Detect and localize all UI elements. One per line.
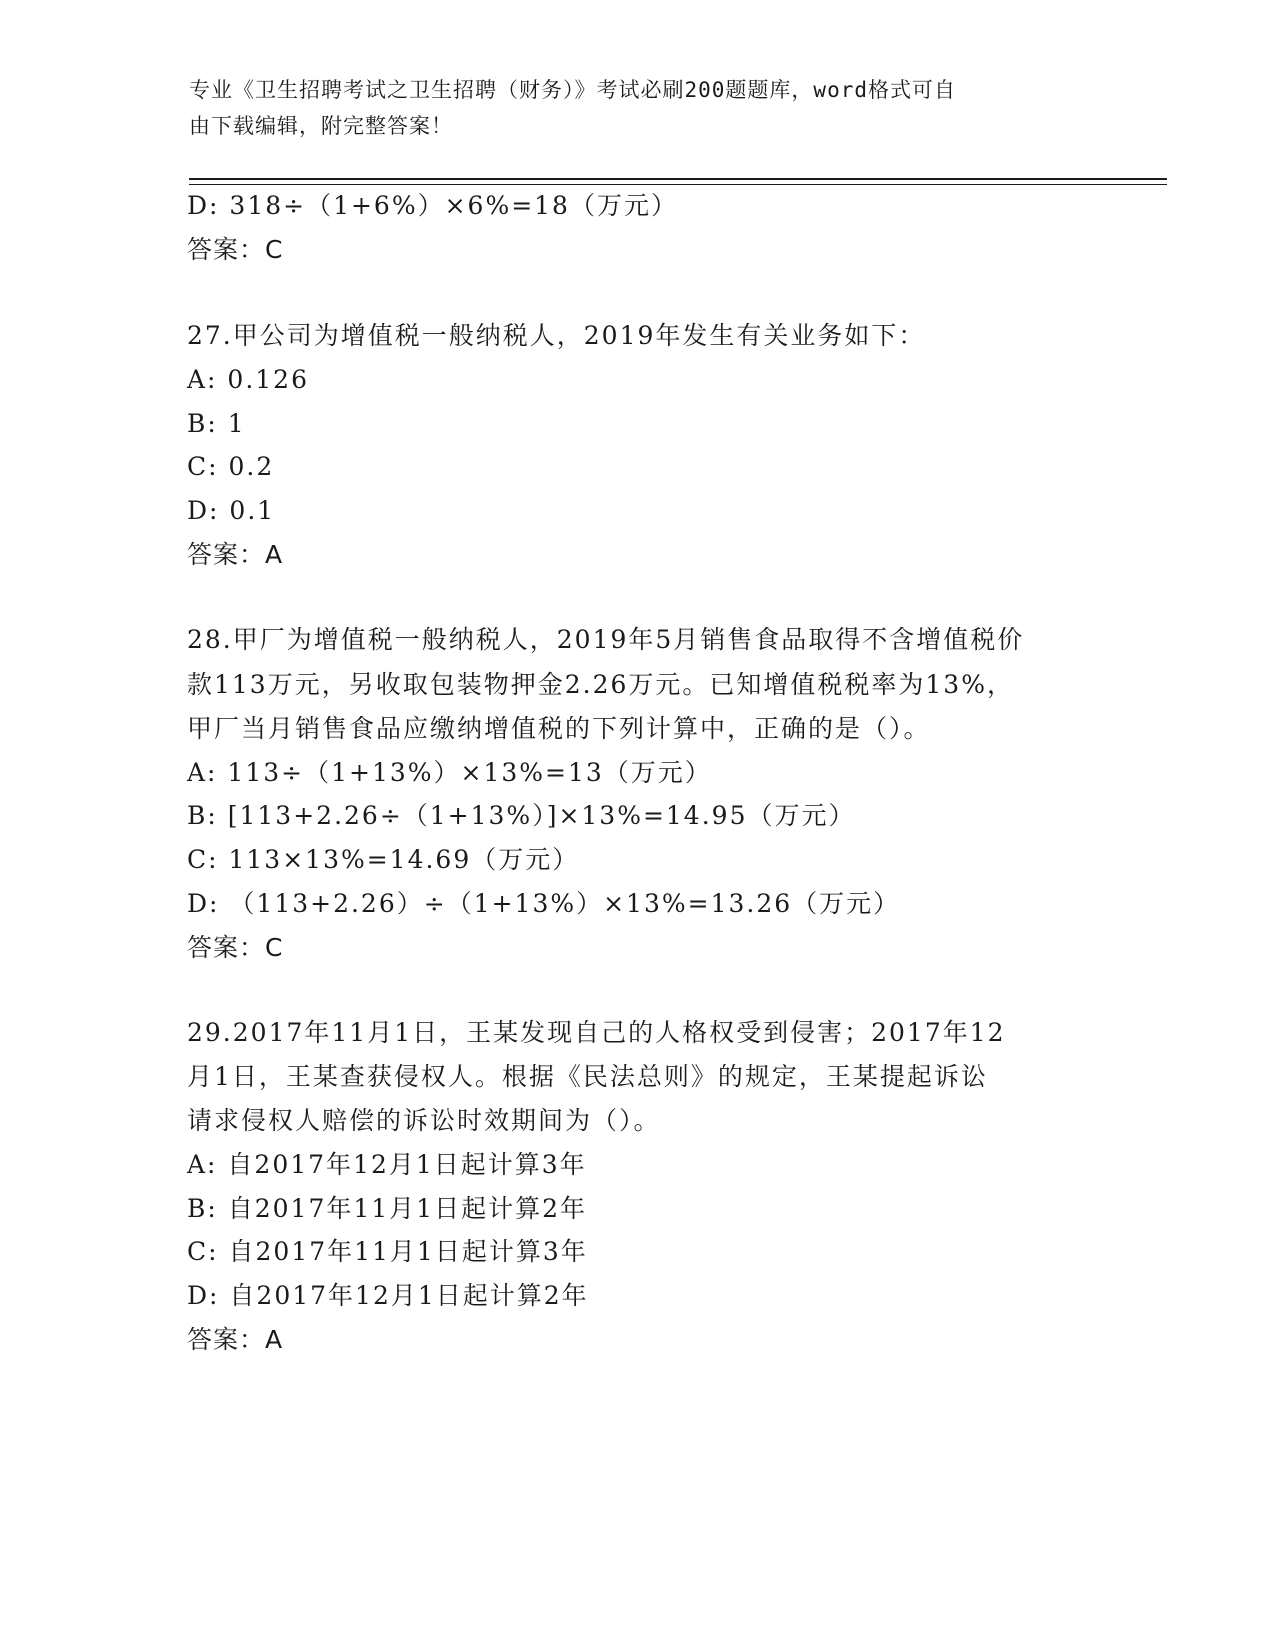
question-29-stem-2: 月1日，王某查获侵权人。根据《民法总则》的规定，王某提起诉讼 <box>187 1062 988 1091</box>
question-29-stem-3: 请求侵权人赔偿的诉讼时效期间为（）。 <box>187 1106 661 1135</box>
prev-answer: 答案：C <box>187 235 284 264</box>
question-29-option-a: A: 自2017年12月1日起计算3年 <box>187 1150 587 1179</box>
question-28-answer: 答案：C <box>187 933 284 962</box>
document-header <box>189 72 1089 144</box>
header-line-1: 专业《卫生招聘考试之卫生招聘（财务）》考试必刷200题题库，word格式可自 <box>189 78 956 102</box>
question-27-option-a: A: 0.126 <box>187 365 309 394</box>
question-28-option-c: C: 113×13%=14.69（万元） <box>187 845 580 874</box>
question-28-option-a: A: 113÷（1+13%）×13%=13（万元） <box>187 758 712 787</box>
question-28-stem-3: 甲厂当月销售食品应缴纳增值税的下列计算中，正确的是（）。 <box>187 714 931 743</box>
question-29-option-c: C: 自2017年11月1日起计算3年 <box>187 1237 588 1266</box>
question-27-option-c: C: 0.2 <box>187 452 275 481</box>
question-28-option-b: B: [113+2.26÷（1+13%）]×13%=14.95（万元） <box>187 801 856 830</box>
question-29-option-d: D: 自2017年12月1日起计算2年 <box>187 1281 589 1310</box>
question-28-stem-2: 款113万元，另收取包装物押金2.26万元。已知增值税税率为13%， <box>187 670 1014 699</box>
header-divider-thick <box>189 178 1167 180</box>
header-divider-thin <box>189 184 1167 185</box>
header-line-2: 由下载编辑，附完整答案！ <box>189 114 453 138</box>
question-27-stem-1: 27.甲公司为增值税一般纳税人，2019年发生有关业务如下： <box>187 321 926 350</box>
question-29-answer: 答案：A <box>187 1325 284 1354</box>
question-28-option-d: D: （113+2.26）÷（1+13%）×13%=13.26（万元） <box>187 889 901 918</box>
question-29-stem-1: 29.2017年11月1日，王某发现自己的人格权受到侵害；2017年12 <box>187 1018 1006 1047</box>
question-27-answer: 答案：A <box>187 540 284 569</box>
question-29-option-b: B: 自2017年11月1日起计算2年 <box>187 1194 587 1223</box>
question-28-stem-1: 28.甲厂为增值税一般纳税人，2019年5月销售食品取得不含增值税价 <box>187 625 1025 654</box>
question-27-option-b: B: 1 <box>187 409 246 438</box>
prev-option-d: D: 318÷（1+6%）×6%=18（万元） <box>187 191 678 220</box>
question-27-option-d: D: 0.1 <box>187 496 276 525</box>
